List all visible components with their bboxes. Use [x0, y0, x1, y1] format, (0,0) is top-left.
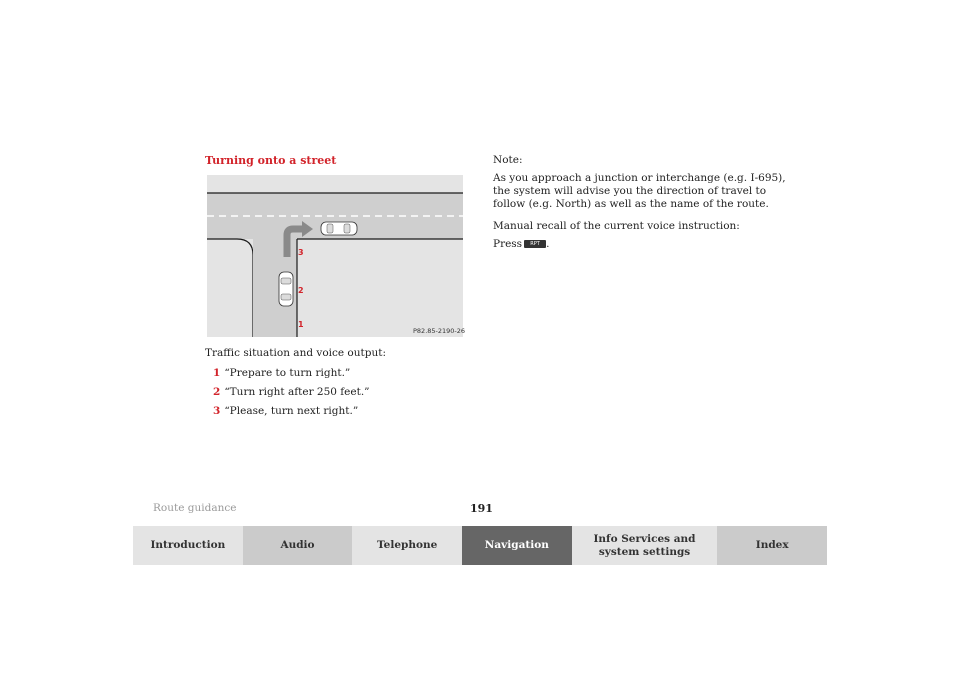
- item-text: “Turn right after 250 feet.”: [224, 386, 370, 398]
- tab-audio[interactable]: Audio: [243, 526, 353, 565]
- item-text: “Please, turn next right.”: [224, 405, 359, 417]
- tab-telephone[interactable]: Telephone: [352, 526, 462, 565]
- figure-caption: Traffic situation and voice output:: [205, 347, 386, 359]
- voice-output-item-1: [213, 367, 350, 379]
- manual-recall-text: Manual recall of the current voice instruction:: [493, 220, 740, 232]
- item-number: 2: [213, 386, 221, 398]
- note-line: As you approach a junction or interchange (e.g. I-695),: [493, 172, 786, 184]
- voice-output-item-2: [213, 386, 370, 398]
- marker-1: 1: [298, 320, 304, 329]
- item-text: “Prepare to turn right.”: [224, 367, 351, 379]
- note-line: the system will advise you the direction of travel to: [493, 185, 767, 197]
- press-prefix: Press: [493, 238, 523, 250]
- figure-code: P82.85-2190-26: [413, 327, 466, 335]
- tab-introduction[interactable]: Introduction: [133, 526, 243, 565]
- item-number: 1: [213, 367, 221, 379]
- item-number: 3: [213, 405, 221, 417]
- car-approaching: [279, 272, 293, 306]
- section-label: Route guidance: [153, 502, 237, 514]
- car-turned: [321, 222, 357, 235]
- rpt-key-icon: RPT: [524, 240, 546, 248]
- note-label: Note:: [493, 154, 523, 166]
- note-text: [493, 172, 786, 211]
- traffic-illustration: [207, 175, 466, 337]
- section-heading: Turning onto a street: [205, 154, 337, 167]
- note-line: follow (e.g. North) as well as the name of the route.: [493, 198, 769, 210]
- tab-navigation[interactable]: Navigation: [462, 526, 572, 565]
- voice-output-item-3: [213, 405, 358, 417]
- marker-2: 2: [298, 286, 304, 295]
- page-number: 191: [470, 502, 493, 515]
- chapter-nav: [133, 526, 827, 565]
- press-instruction: [493, 238, 549, 251]
- marker-3: 3: [298, 248, 304, 257]
- tab-index[interactable]: Index: [717, 526, 827, 565]
- tab-info-services[interactable]: Info Services and system settings: [572, 526, 718, 565]
- press-suffix: .: [546, 238, 550, 250]
